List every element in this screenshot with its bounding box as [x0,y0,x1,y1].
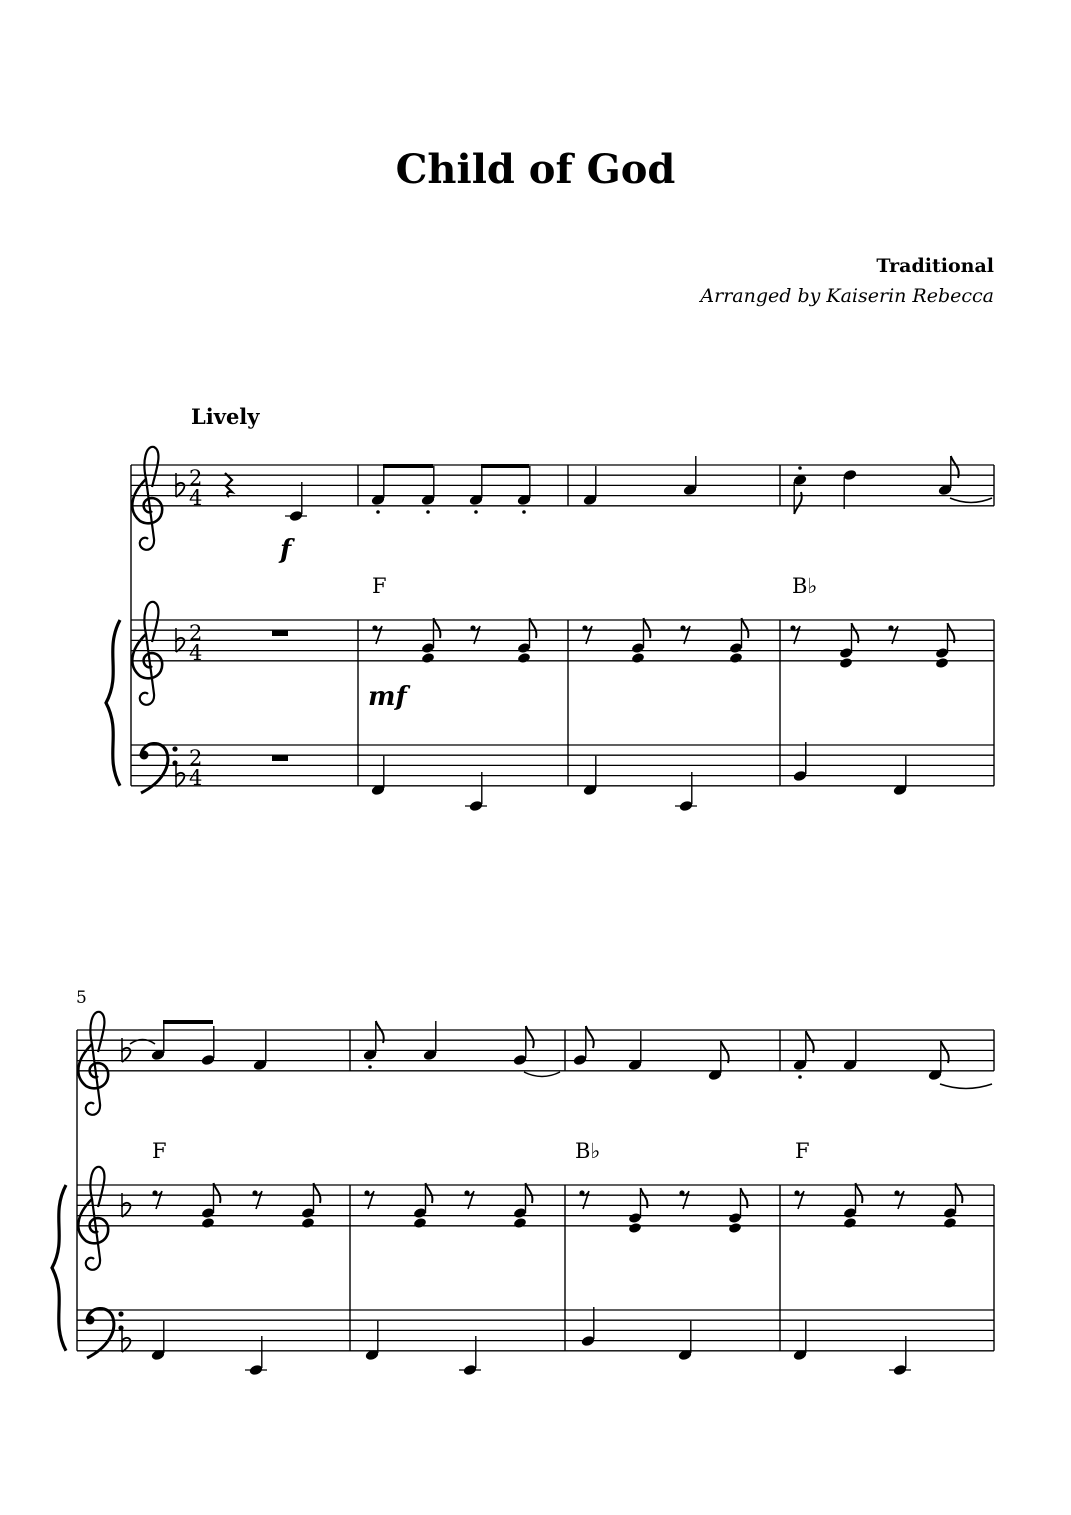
piano-bass-staff-1 [131,745,994,786]
eighth-rest [888,625,898,644]
note [465,800,487,813]
note [245,1364,267,1377]
time-signature-top: 2 [189,746,203,770]
note [363,1021,384,1069]
eighth-rest [470,625,480,644]
chord-symbol: B♭ [792,574,818,598]
arranger-credit: Arranged by Kaiserin Rebecca [700,285,994,307]
tie [524,1072,560,1077]
note [517,466,532,514]
eighth-rest [582,625,592,644]
eighth-rest [464,1190,474,1209]
note [469,466,484,514]
time-signature-top: 2 [189,621,203,645]
whole-rest [272,755,288,761]
time-signature-top: 2 [189,466,203,490]
time-signature-bottom: 4 [189,641,203,665]
note [285,482,307,522]
note [675,800,697,813]
note [683,456,698,496]
eighth-rest [152,1190,162,1209]
eighth-rest [679,1190,689,1209]
treble-clef-icon [78,1167,108,1270]
chord-symbol: F [152,1139,167,1163]
note [889,1364,911,1377]
note [583,466,598,506]
eighth-rest [680,625,690,644]
dynamic-forte: f [280,535,292,565]
eighth-rest [790,625,800,644]
tempo-marking: Lively [191,404,260,429]
piano-treble-staff-2 [77,1185,994,1226]
dynamic-mezzo-forte: mf [368,682,407,712]
chord-symbol: F [372,574,387,598]
brace-icon [106,620,120,786]
score-title: Child of God [395,146,676,193]
note [843,1031,858,1071]
eighth-rest [794,1190,804,1209]
eighth-rest [364,1190,374,1209]
brace-icon [52,1185,66,1351]
piano-bass-staff-2 [77,1310,994,1351]
whole-rest [272,630,288,636]
eighth-rest [372,625,382,644]
note [151,1021,166,1061]
staccato-dot [798,466,802,470]
tie [940,1084,992,1089]
tie [950,498,992,503]
note [253,1031,268,1071]
treble-clef-icon [78,1012,108,1115]
eighth-rest [579,1190,589,1209]
treble-clef-icon [132,602,162,705]
composer-credit: Traditional [876,255,994,277]
piano-treble-staff-1 [131,620,994,661]
note [793,474,808,514]
eighth-rest [894,1190,904,1209]
chord-symbol: F [795,1139,810,1163]
note [938,456,959,496]
note [843,469,858,509]
time-signature-bottom: 4 [189,766,203,790]
treble-clef-icon [132,447,162,550]
note [423,1021,438,1061]
note [371,466,386,514]
note [793,1031,814,1079]
melody-staff-1 [131,465,994,506]
note [201,1026,216,1066]
time-signature-bottom: 4 [189,486,203,510]
note [459,1364,481,1377]
note [421,466,436,514]
eighth-rest [252,1190,262,1209]
note [628,1031,643,1071]
measure-number-5: 5 [76,988,87,1008]
chord-symbol: B♭ [575,1139,601,1163]
